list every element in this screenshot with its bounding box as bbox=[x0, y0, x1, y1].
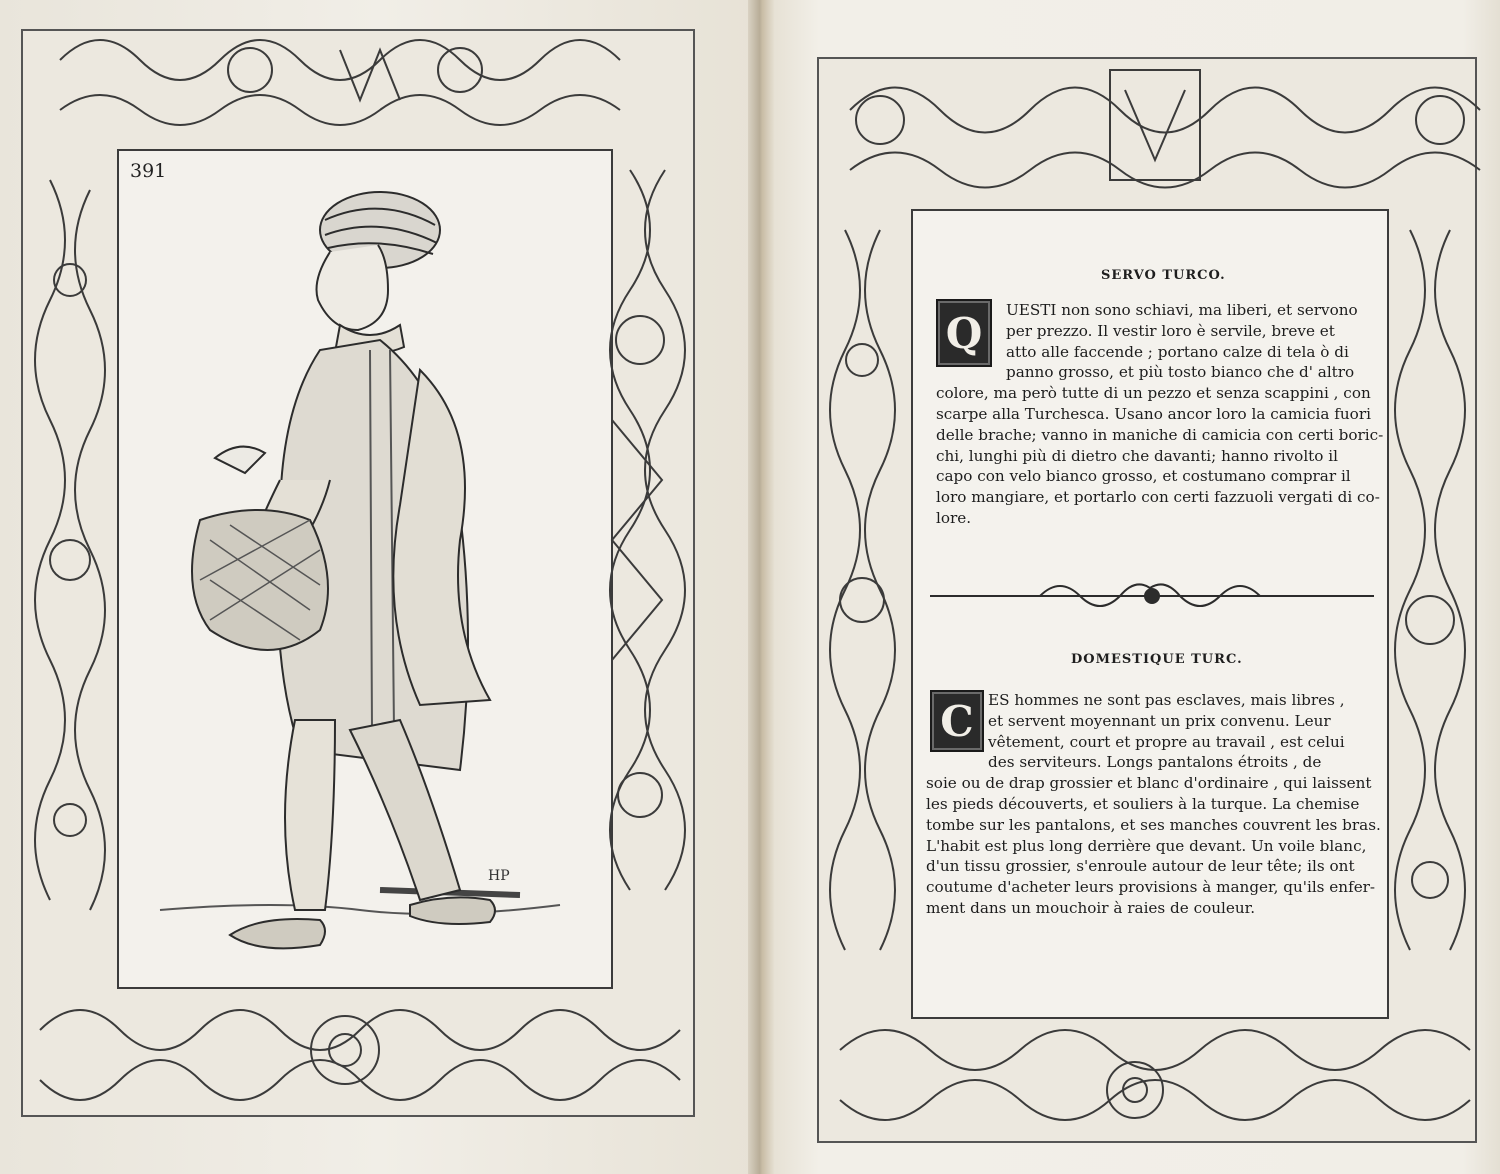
text-line: tombe sur les pantalons, et ses manches couvrent les bras. bbox=[926, 815, 1381, 834]
decorated-initial-c: C bbox=[930, 690, 984, 752]
section-title-servo-turco: SERVO TURCO. bbox=[1101, 268, 1226, 283]
decorated-initial-q: Q bbox=[936, 299, 992, 367]
text-line: UESTI non sono schiavi, ma liberi, et servono bbox=[1006, 301, 1358, 319]
ornamental-divider bbox=[930, 572, 1374, 618]
french-text-block bbox=[926, 690, 1381, 919]
text-line: colore, ma però tutte di un pezzo et senza scappini , con bbox=[936, 384, 1371, 403]
text-line: vêtement, court et propre au travail , est celui bbox=[988, 732, 1345, 751]
text-line: les pieds découverts, et souliers à la turque. La chemise bbox=[926, 794, 1360, 813]
text-line: chi, lunghi più di dietro che davanti; hanno rivolto il bbox=[936, 446, 1338, 465]
text-line: d'un tissu grossier, s'enroule autour de leur tête; ils ont bbox=[926, 857, 1355, 876]
italian-text-block bbox=[936, 300, 1384, 529]
section-title-domestique-turc: DOMESTIQUE TURC. bbox=[1071, 652, 1243, 667]
turkish-servant-engraving bbox=[140, 190, 580, 970]
text-line: capo con velo bianco grosso, et costumano comprar il bbox=[936, 467, 1351, 486]
text-line: coutume d'acheter leurs provisions à manger, qu'ils enfer- bbox=[926, 878, 1376, 897]
text-line: scarpe alla Turchesca. Usano ancor loro la camicia fuori bbox=[936, 404, 1371, 423]
page-number: 391 bbox=[130, 160, 167, 182]
text-line: des serviteurs. Longs pantalons étroits , de bbox=[988, 753, 1322, 772]
text-line: ment dans un mouchoir à raies de couleur. bbox=[926, 898, 1256, 917]
text-line: soie ou de drap grossier et blanc d'ordinaire , qui laissent bbox=[926, 774, 1372, 793]
text-line: L'habit est plus long derrière que devant. Un voile blanc, bbox=[926, 836, 1367, 855]
text-line: panno grosso, et più tosto bianco che d' altro bbox=[1006, 363, 1355, 382]
text-line: et servent moyennant un prix convenu. Leur bbox=[988, 711, 1331, 730]
text-line: per prezzo. Il vestir loro è servile, breve et bbox=[1006, 321, 1335, 340]
text-line: lore. bbox=[936, 508, 972, 527]
text-line: loro mangiare, et portarlo con certi fazzuoli vergati di co- bbox=[936, 488, 1380, 507]
engraver-mark: HP bbox=[488, 868, 510, 884]
text-line: delle brache; vanno in maniche di camicia con certi boric- bbox=[936, 425, 1384, 444]
text-line: ES hommes ne sont pas esclaves, mais libres , bbox=[988, 691, 1345, 709]
text-line: atto alle faccende ; portano calze di tela ò di bbox=[1006, 342, 1349, 361]
